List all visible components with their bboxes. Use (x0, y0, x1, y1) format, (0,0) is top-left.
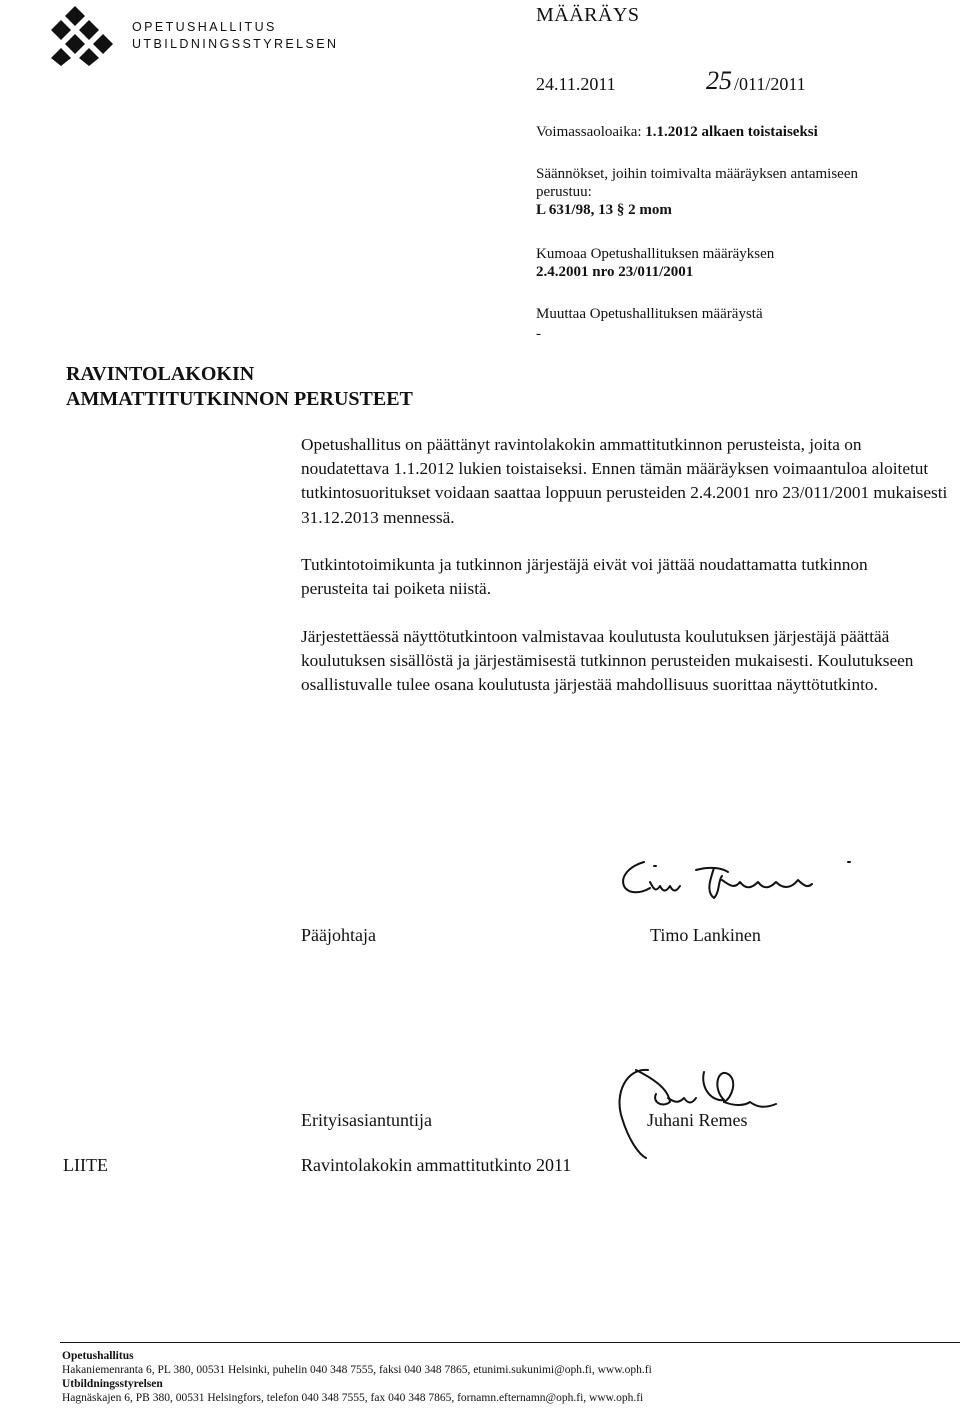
document-title (66, 362, 413, 412)
validity-value: 1.1.2012 alkaen toistaiseksi (645, 124, 818, 140)
body-paragraph-1: Opetushallitus on päättänyt ravintolakokin ammattitutkinnon perusteista, joita on noudatettava 1.1.2012 lukien toistaiseksi. Ennen tämän määräyksen voimaantuloa aloitetut tutkintosuoritukset voidaan saattaa loppuun perusteiden 2.4.2001 nro 23/011/2001 mukaisesti 31.12.2013 mennessä. (301, 435, 948, 527)
footer-address-sv: Hagnäskajen 6, PB 380, 00531 Helsingfors, telefon 040 348 7555, fax 040 348 7865, fornamn.efternamn@oph.fi, www.oph.fi (62, 1392, 644, 1404)
org-name-sv: UTBILDNINGSSTYRELSEN (132, 37, 339, 51)
document-type: MÄÄRÄYS (536, 4, 640, 26)
attachment-label: LIITE (63, 1155, 108, 1175)
amends-label: Muuttaa Opetushallituksen määräystä (536, 306, 763, 322)
organization-name (132, 19, 338, 53)
legal-basis-value: L 631/98, 13 § 2 mom (536, 202, 672, 218)
signatory-1-role: Pääjohtaja (301, 925, 376, 945)
footer-org-fi: Opetushallitus (62, 1350, 134, 1362)
org-name-fi: OPETUSHALLITUS (132, 20, 277, 34)
legal-basis (536, 165, 914, 219)
signatory-2-name: Juhani Remes (647, 1110, 748, 1130)
repeals-value: 2.4.2001 nro 23/011/2001 (536, 264, 694, 280)
body-paragraph-2: Tutkintotoimikunta ja tutkinnon järjestäjä eivät voi jättää noudattamatta tutkinnon perusteita tai poiketa niistä. (301, 555, 868, 599)
title-line-1: RAVINTOLAKOKIN (66, 363, 255, 385)
body-paragraph-3: Järjestettäessä näyttötutkintoon valmistavaa koulutusta koulutuksen järjestäjä päättää koulutuksen sisällöstä ja järjestämisestä tutkinnon perusteiden mukaisesti. Koulutukseen osallistuvalle tulee osana koulutusta järjestää mahdollisuus suorittaa näyttötutkinto. (301, 627, 914, 695)
validity-label: Voimassaoloaika: (536, 124, 646, 140)
legal-basis-label: Säännökset, joihin toimivalta määräyksen antamiseen perustuu: (536, 166, 858, 200)
attachment-title: Ravintolakokin ammattitutkinto 2011 (301, 1155, 572, 1175)
document-number-handwritten: 25 (706, 66, 732, 95)
signatory-2-role: Erityisasiantuntija (301, 1110, 432, 1130)
signatory-1-name: Timo Lankinen (650, 925, 761, 945)
validity (536, 123, 926, 141)
logo-icon (46, 4, 126, 66)
footer (62, 1349, 652, 1405)
footer-divider (60, 1342, 960, 1343)
title-line-2: AMMATTITUTKINNON PERUSTEET (66, 388, 413, 410)
footer-org-sv: Utbildningsstyrelsen (62, 1378, 163, 1390)
footer-address-fi: Hakaniemenranta 6, PL 380, 00531 Helsinki, puhelin 040 348 7555, faksi 040 348 7865, etunimi.sukunimi@oph.fi, www.oph.fi (62, 1364, 652, 1376)
document-number: /011/2011 (734, 74, 806, 94)
repeals (536, 245, 926, 281)
amends-value: - (536, 326, 541, 342)
repeals-label: Kumoaa Opetushallituksen määräyksen (536, 246, 775, 262)
signature-timo-lankinen (610, 852, 870, 912)
document-date: 24.11.2011 (536, 74, 616, 94)
